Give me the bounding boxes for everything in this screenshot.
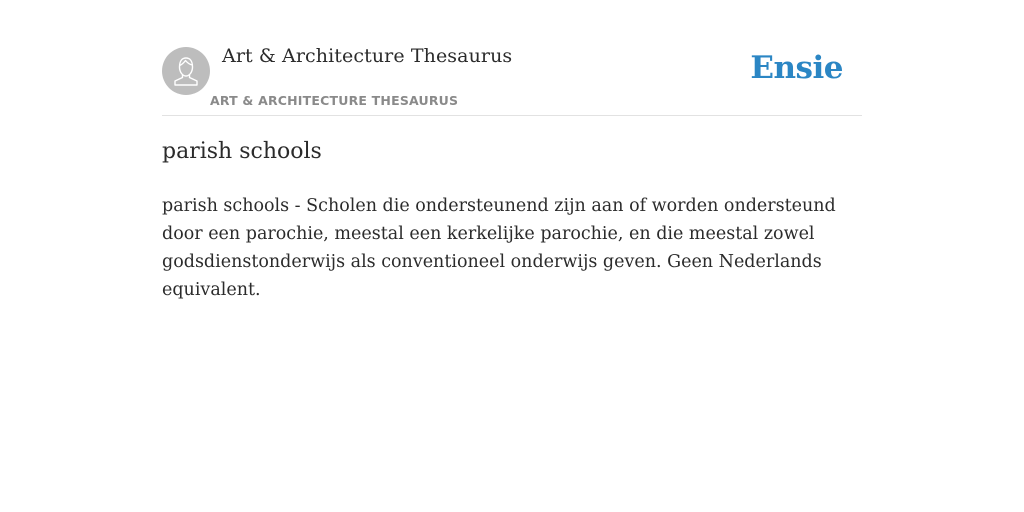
source-avatar[interactable] [162, 47, 210, 95]
source-caption[interactable]: ART & ARCHITECTURE THESAURUS [210, 93, 459, 108]
ensie-logo[interactable]: Ensie [750, 50, 843, 86]
entry-term: parish schools [162, 139, 322, 164]
user-silhouette-icon [162, 47, 210, 95]
source-header [162, 42, 862, 116]
entry-definition: parish schools - Scholen die ondersteunend zijn aan of worden ondersteund door een parochie, meestal een kerkelijke parochie, en die meestal zowel godsdienstonderwijs als conventioneel onderwijs geven. Geen Nederlands equivalent. [162, 196, 836, 300]
source-name[interactable]: Art & Architecture Thesaurus [222, 45, 513, 67]
